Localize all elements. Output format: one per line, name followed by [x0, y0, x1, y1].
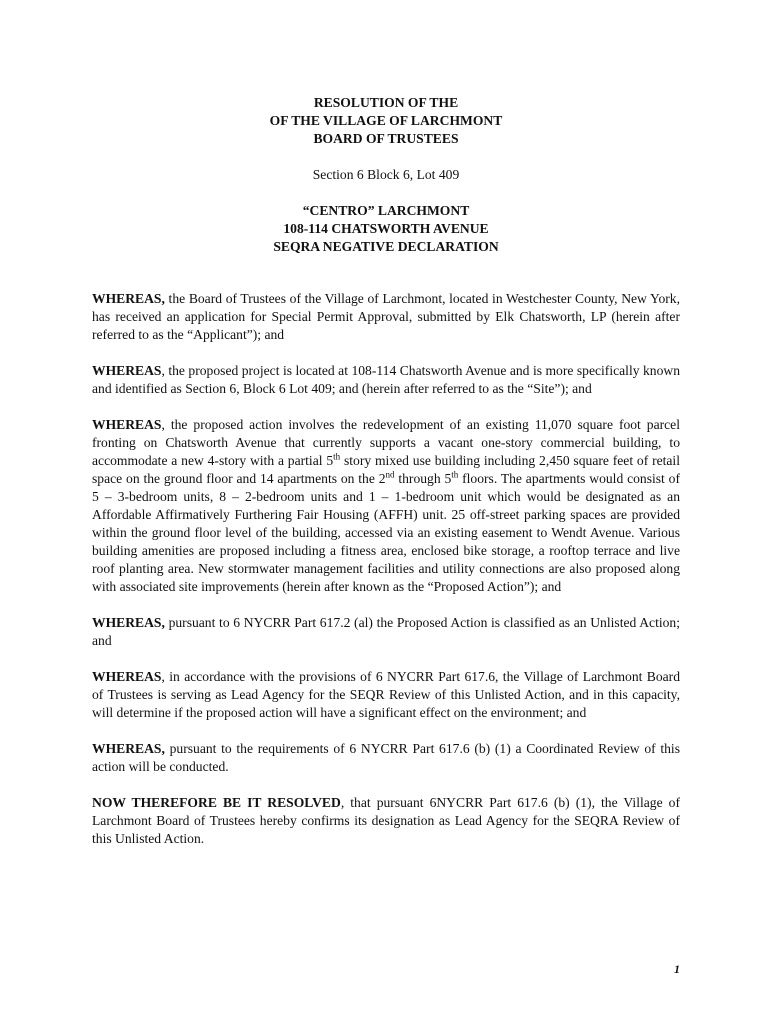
paragraph-text-c: through 5 [394, 471, 452, 486]
title-line-2: OF THE VILLAGE OF LARCHMONT [269, 113, 503, 128]
page-number: 1 [674, 962, 680, 976]
paragraph-lead: NOW THEREFORE BE IT RESOLVED [92, 795, 341, 810]
paragraph-text: pursuant to 6 NYCRR Part 617.2 (al) the Proposed Action is classified as an Unlisted Action; and [92, 615, 680, 648]
project-line-2: 108-114 CHATSWORTH AVENUE [283, 221, 489, 236]
whereas-paragraph-lead-agency [92, 668, 680, 722]
paragraph-text: , in accordance with the provisions of 6 NYCRR Part 617.6, the Village of Larchmont Board of Trustees is serving as Lead Agency for the SEQR Review of this Unlisted Action, and in this capacity, will determine if the proposed action will have a significant effect on the environment; and [92, 669, 680, 720]
project-line-1: “CENTRO” LARCHMONT [302, 203, 470, 218]
whereas-paragraph-site [92, 362, 680, 398]
paragraph-text: the Board of Trustees of the Village of Larchmont, located in Westchester County, New York, has received an application for Special Permit Approval, submitted by Elk Chatsworth, LP (herein after referred to as the “Applicant”); and [92, 291, 680, 342]
whereas-paragraph-unlisted [92, 614, 680, 650]
resolution-title [92, 94, 680, 148]
ordinal-suffix: th [333, 451, 341, 462]
whereas-paragraph-coordinated-review [92, 740, 680, 776]
ordinal-suffix: nd [385, 469, 395, 480]
project-line-3: SEQRA NEGATIVE DECLARATION [273, 239, 499, 254]
paragraph-lead: WHEREAS, [92, 741, 165, 756]
paragraph-text-d: floors. The apartments would consist of 5 – 3-bedroom units, 8 – 2-bedroom units and 1 – 1-bedroom unit which would be designated as an Affordable Affirmatively Furthering Fair Housing (AFFH) unit. 25 off-street parking spaces are provided within the ground floor level of the building, accessed via an existing easement to Wendt Avenue. Various building amenities are proposed including a fitness area, enclosed bike storage, a rooftop terrace and live roof planting area. New stormwater management facilities and utility connections are also proposed along with associated site improvements (herein after known as the “Proposed Action”); and [92, 471, 680, 594]
resolved-paragraph [92, 794, 680, 848]
paragraph-text: , the proposed project is located at 108-114 Chatsworth Avenue and is more specifically known and identified as Section 6, Block 6 Lot 409; and (herein after referred to as the “Site”); and [92, 363, 680, 396]
title-line-3: BOARD OF TRUSTEES [313, 131, 459, 146]
whereas-paragraph-applicant [92, 290, 680, 344]
paragraph-text-b: story mixed use building including 2,450 square feet of retail space on the ground floor and 14 apartments on the 2 [92, 453, 680, 486]
paragraph-lead: WHEREAS [92, 417, 162, 432]
section-block-lot: Section 6 Block 6, Lot 409 [312, 167, 460, 182]
title-line-1: RESOLUTION OF THE [313, 95, 459, 110]
paragraph-text: pursuant to the requirements of 6 NYCRR Part 617.6 (b) (1) a Coordinated Review of this action will be conducted. [92, 741, 680, 774]
paragraph-lead: WHEREAS, [92, 291, 165, 306]
resolution-body [92, 290, 680, 866]
paragraph-lead: WHEREAS, [92, 615, 165, 630]
project-title [92, 202, 680, 256]
whereas-paragraph-proposed-action [92, 416, 680, 596]
ordinal-suffix: th [451, 469, 459, 480]
paragraph-text-a: , the proposed action involves the redevelopment of an existing 11,070 square foot parcel fronting on Chatsworth Avenue that currently supports a vacant one-story commercial building, to accommodate a new 4-story with a partial 5 [92, 417, 680, 468]
paragraph-lead: WHEREAS [92, 669, 162, 684]
paragraph-lead: WHEREAS [92, 363, 162, 378]
paragraph-text: , that pursuant 6NYCRR Part 617.6 (b) (1), the Village of Larchmont Board of Trustees hereby confirms its designation as Lead Agency for the SEQRA Review of this Unlisted Action. [92, 795, 680, 846]
